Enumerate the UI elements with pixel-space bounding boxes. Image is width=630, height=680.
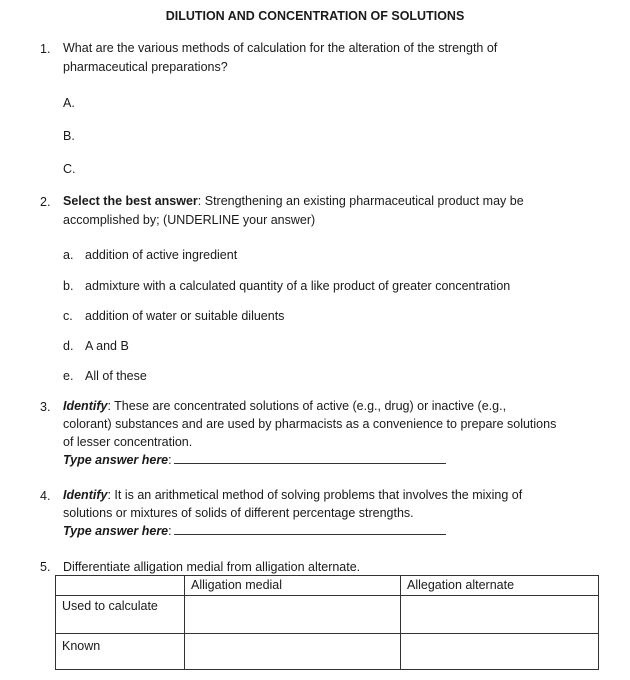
table-cell-alternate-used[interactable] — [401, 596, 599, 634]
question-4-line-2: solutions or mixtures of solids of different percentage strengths. — [63, 506, 414, 520]
row-label-used-to-calculate-text: Used to calculate — [62, 599, 158, 613]
option-e-text[interactable]: All of these — [85, 369, 147, 383]
table-header-corner — [56, 576, 185, 596]
question-4-answer-label: Type answer here — [63, 524, 169, 538]
table-header-alternate — [401, 576, 599, 596]
question-4-number: 4. — [40, 489, 51, 503]
table-cell-text — [185, 596, 400, 600]
question-3-line-1 — [63, 397, 556, 415]
question-4-text — [63, 486, 522, 540]
question-3-answer-line[interactable] — [174, 451, 446, 464]
question-3-number: 3. — [40, 400, 51, 414]
option-a-text[interactable]: addition of active ingredient — [85, 248, 238, 262]
question-5-text: Differentiate alligation medial from alligation alternate. — [63, 560, 361, 574]
table-cell-alternate-known[interactable] — [401, 634, 599, 670]
question-1-answer-c[interactable]: C. — [63, 162, 76, 176]
table-cell-medial-known[interactable] — [185, 634, 401, 670]
row-label-known — [56, 634, 185, 670]
question-4-line-1-rest: : It is an arithmetical method of solving problems that involves the mixing of — [107, 488, 523, 502]
question-3-line-1-rest: : These are concentrated solutions of active (e.g., drug) or inactive (e.g., — [107, 399, 507, 413]
question-3-answer-colon: : — [168, 453, 172, 467]
question-1-answer-b[interactable]: B. — [63, 129, 75, 143]
table-cell-text — [185, 634, 400, 638]
question-3-lead: Identify — [63, 399, 108, 413]
option-e-label: e. — [63, 369, 74, 383]
question-2-line-1-rest: : Strengthening an existing pharmaceutical product may be — [197, 194, 524, 208]
table-header-medial-text: Alligation medial — [191, 578, 283, 592]
question-3-answer-row — [63, 451, 556, 469]
option-b-label: b. — [63, 279, 74, 293]
question-1-number: 1. — [40, 42, 51, 56]
table-header-alternate-text: Allegation alternate — [407, 578, 515, 592]
row-label-used-to-calculate — [56, 596, 185, 634]
page-title: DILUTION AND CONCENTRATION OF SOLUTIONS — [165, 9, 465, 23]
question-4-lead: Identify — [63, 488, 108, 502]
question-4-answer-row — [63, 522, 522, 540]
question-4-line-1 — [63, 486, 522, 504]
question-1-line-2: pharmaceutical preparations? — [63, 60, 228, 74]
table-header-corner-text — [56, 576, 184, 580]
option-c-label: c. — [63, 309, 73, 323]
option-c-text[interactable]: addition of water or suitable diluents — [85, 309, 285, 323]
table-row — [56, 596, 599, 634]
option-a-label: a. — [63, 248, 74, 262]
question-3-line-3: of lesser concentration. — [63, 435, 193, 449]
table-header-row — [56, 576, 599, 596]
question-4-answer-line[interactable] — [174, 522, 446, 535]
question-3-answer-label: Type answer here — [63, 453, 169, 467]
question-1-text — [63, 39, 497, 77]
table-cell-text — [401, 596, 598, 600]
row-label-known-text: Known — [62, 639, 101, 653]
question-1-answer-a[interactable]: A. — [63, 96, 75, 110]
question-5-number: 5. — [40, 560, 51, 574]
question-2-text — [63, 192, 524, 230]
table-cell-medial-used[interactable] — [185, 596, 401, 634]
question-4-answer-colon: : — [168, 524, 172, 538]
question-1-line-1: What are the various methods of calculation for the alteration of the strength of — [63, 41, 498, 55]
question-2-lead: Select the best answer — [63, 194, 198, 208]
question-2-line-1 — [63, 192, 524, 211]
table-header-medial — [185, 576, 401, 596]
table-cell-text — [401, 634, 598, 638]
option-d-text[interactable]: A and B — [85, 339, 129, 353]
alligation-table — [55, 575, 599, 670]
option-d-label: d. — [63, 339, 74, 353]
question-3-line-2: colorant) substances and are used by pharmacists as a convenience to prepare solutions — [63, 417, 557, 431]
table-row — [56, 634, 599, 670]
question-2-number: 2. — [40, 195, 51, 209]
question-2-line-2: accomplished by; (UNDERLINE your answer) — [63, 213, 316, 227]
option-b-text[interactable]: admixture with a calculated quantity of a like product of greater concentration — [85, 279, 511, 293]
question-3-text — [63, 397, 556, 469]
